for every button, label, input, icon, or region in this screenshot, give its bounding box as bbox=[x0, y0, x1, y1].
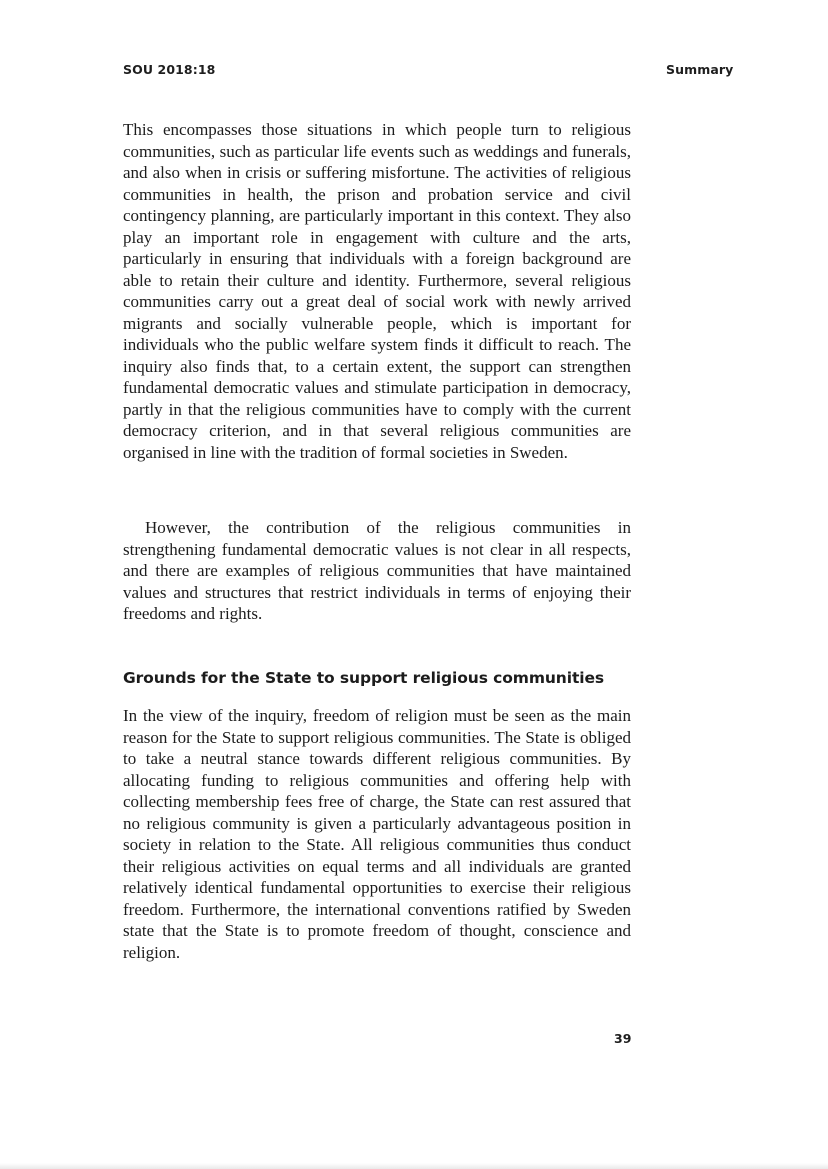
body-paragraph: This encompasses those situations in which people turn to religious communities, such as particular life events such as weddings and funerals, and also when in crisis or suffering misfortune. The activities of religious communities in health, the prison and probation service and civil contingency planning, are particularly important in this context. They also play an important role in engagement with culture and the arts, particularly in ensuring that individuals with a foreign background are able to retain their culture and identity. Furthermore, several religious communities carry out a great deal of social work with newly arrived migrants and socially vulnerable people, which is important for individuals who the public welfare system finds it difficult to reach. The inquiry also finds that, to a certain extent, the support can strengthen fundamental democratic values and stimulate participation in democracy, partly in that the religious communities have to comply with the current democracy criterion, and in that several religious communities are organised in line with the tradition of formal societies in Sweden. bbox=[123, 120, 631, 462]
page-number: 39 bbox=[614, 1031, 632, 1046]
running-header-left: SOU 2018:18 bbox=[123, 62, 216, 77]
body-paragraph: However, the contribution of the religious communities in strengthening fundamental democratic values is not clear in all respects, and there are examples of religious communities that have maintained values and structures that restrict individuals in terms of enjoying their freedoms and rights. bbox=[123, 518, 631, 623]
section-heading: Grounds for the State to support religious communities bbox=[123, 669, 605, 687]
running-header-right: Summary bbox=[666, 62, 734, 77]
section-paragraph: In the view of the inquiry, freedom of religion must be seen as the main reason for the State to support religious communities. The State is obliged to take a neutral stance towards different religious communities. By allocating funding to religious communities and offering help with collecting membership fees free of charge, the State can rest assured that no religious community is given a particularly advantageous position in society in relation to the State. All religious communities thus conduct their religious activities on equal terms and all individuals are granted relatively identical fundamental opportunities to exercise their religious freedom. Furthermore, the international conventions ratified by Sweden state that the State is to promote freedom of thought, conscience and religion. bbox=[123, 706, 631, 962]
